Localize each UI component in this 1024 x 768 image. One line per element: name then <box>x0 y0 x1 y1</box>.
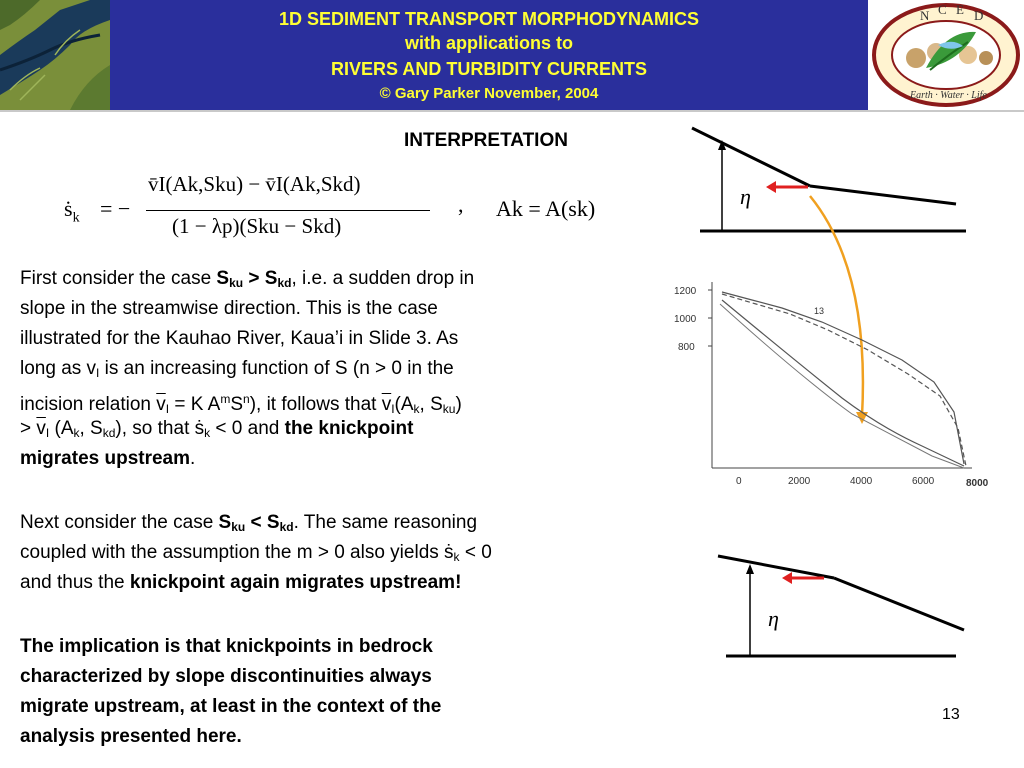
slide-heading: INTERPRETATION <box>404 130 568 151</box>
eq-lhs: ṡ$_k$ <box>64 196 80 226</box>
y-tick-800: 800 <box>678 342 695 353</box>
x-tick-4000: 4000 <box>850 476 873 487</box>
nced-logo-panel <box>868 0 1024 110</box>
para2-line3: and thus the knickpoint again migrates upstream! <box>20 572 462 593</box>
eq-equals-minus: = − <box>100 196 131 221</box>
eq-denominator: (1 − λp)(Sku − Skd) <box>172 214 342 238</box>
x-tick-0: 0 <box>736 476 742 487</box>
y-tick-1200: 1200 <box>674 286 697 297</box>
river-delta-satellite-image <box>0 0 110 110</box>
red-arrow-icon <box>766 181 776 193</box>
knickpoint-diagram-bottom <box>700 540 1000 670</box>
header-divider <box>0 110 1024 112</box>
para1-line4: long as $v_I$ is an increasing function of S (n > 0 in the <box>20 358 454 380</box>
para1-line5: incision relation $\overline{v}_I = K$ $A^mS^n$), it follows that $\overline{v}_I(A_k$, $S_{ku}$) <box>20 392 462 416</box>
para2-line2: coupled with the assumption the m > 0 also yields ṡ$_k$ < 0 <box>20 542 492 564</box>
y-tick-1000: 1000 <box>674 314 697 325</box>
header-copyright: © Gary Parker November, 2004 <box>379 85 599 102</box>
eq-rhs: Ak = A(sk) <box>496 196 596 221</box>
x-tick-6000: 6000 <box>912 476 935 487</box>
logo-letter-n: N <box>920 8 930 23</box>
x-tick-8000: 8000 <box>966 478 989 489</box>
para3-line4: analysis presented here. <box>20 726 242 747</box>
eq-numerator: v̄I(Ak,Sku) − v̄I(Ak,Skd) <box>148 172 361 196</box>
eta-label-top: η <box>740 184 751 209</box>
para1-line1: First consider the case $S_{ku} > S_{kd}$, i.e. a sudden drop in <box>20 268 475 290</box>
header-title-line3: RIVERS AND TURBIDITY CURRENTS <box>330 59 648 79</box>
para1-line6: > $\overline{v}_I$ ($A_k$, $S_{kd}$), so that ṡ$_k$ < 0 and the knickpoint <box>20 418 414 440</box>
red-arrow-icon <box>782 572 792 584</box>
logo-letter-c: C <box>938 2 947 17</box>
para3-line3: migrate upstream, at least in the context of the <box>20 696 442 717</box>
para3-line1: The implication is that knickpoints in bedrock <box>20 636 433 657</box>
curve-label: 13 <box>814 306 825 316</box>
page-number: 13 <box>942 706 960 723</box>
logo-letter-d: D <box>974 8 984 23</box>
para2-line1: Next consider the case $S_{ku} < S_{kd}$. The same reasoning <box>20 512 478 534</box>
para1-line7: migrates upstream. <box>20 448 196 469</box>
slide-header <box>0 0 1024 112</box>
kauhao-river-profile-plot <box>672 278 992 498</box>
logo-ring-text: Earth · Water · Life <box>910 90 987 101</box>
para1-line2: slope in the streamwise direction. This is the case <box>20 298 438 319</box>
nced-logo <box>868 0 1024 110</box>
header-title-line1: 1D SEDIMENT TRANSPORT MORPHODYNAMICS <box>278 9 700 29</box>
header-title-line2: with applications to <box>404 33 573 53</box>
eq-comma: , <box>458 192 464 217</box>
logo-letter-e: E <box>956 2 964 17</box>
para1-line3: illustrated for the Kauhao River, Kaua’i in Slide 3. As <box>20 328 459 349</box>
eq-fraction-bar <box>146 210 430 211</box>
eta-label-bottom: η <box>768 606 779 631</box>
para3-line2: characterized by slope discontinuities always <box>20 666 432 687</box>
x-tick-2000: 2000 <box>788 476 811 487</box>
